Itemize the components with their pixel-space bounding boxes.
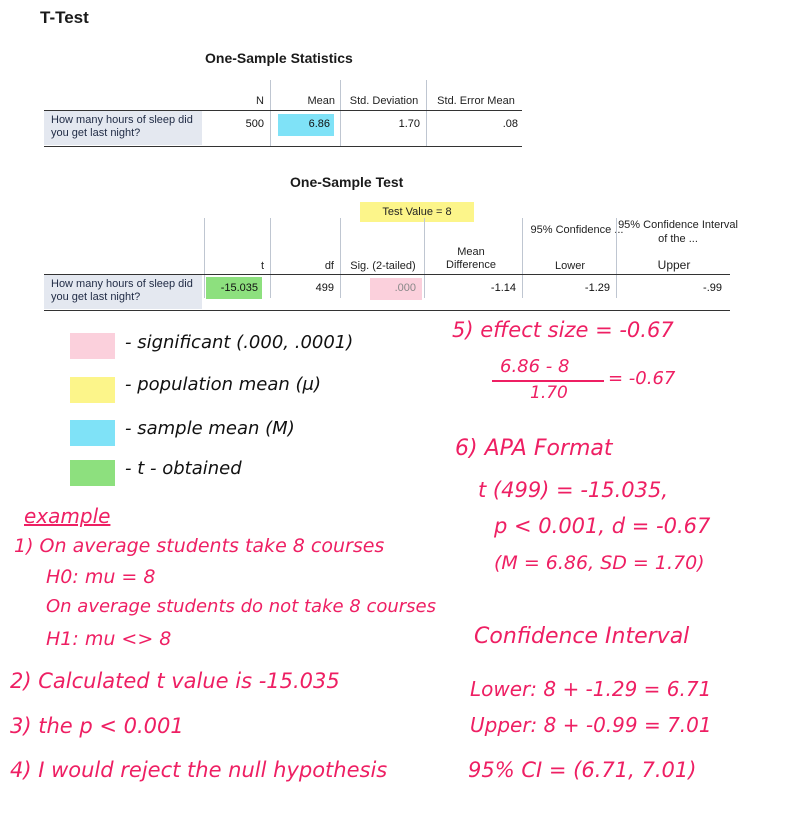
legend-significant: - significant (.000, .0001) [125, 332, 354, 353]
legend-population-mean: - population mean (μ) [125, 374, 321, 395]
ci-header: 95% Confidence Interval of the ... [618, 219, 738, 245]
note-step4: 4) I would reject the null hypothesis [10, 758, 388, 782]
legend-sample-mean: - sample mean (M) [125, 418, 295, 439]
note-h0: H0: mu = 8 [46, 566, 156, 588]
test-value-label: Test Value = 8 [360, 202, 474, 222]
note-alt-statement: On average students do not take 8 courses [46, 596, 437, 617]
test-header-lower: Lower [555, 260, 585, 272]
test-mean-diff-value: -1.14 [490, 282, 516, 294]
fraction-bar [492, 380, 604, 382]
stats-header-sem: Std. Error Mean [437, 95, 515, 107]
legend-t-obtained: - t - obtained [125, 458, 242, 479]
test-header-df: df [324, 260, 334, 272]
test-header-sig: Sig. (2-tailed) [350, 260, 416, 272]
note-ci-upper: Upper: 8 + -0.99 = 7.01 [470, 713, 712, 737]
stats-header-sd: Std. Deviation [349, 95, 419, 107]
test-row-label: How many hours of sleep did you get last night? [44, 275, 202, 309]
note-ci-result: 95% CI = (6.71, 7.01) [468, 758, 697, 782]
note-example-heading: example [24, 504, 111, 528]
test-header-mean-diff: Mean Difference [446, 246, 496, 271]
note-fraction-result: = -0.67 [608, 368, 676, 389]
test-header-upper: Upper [657, 258, 691, 272]
stats-table [44, 80, 524, 150]
test-table [44, 196, 738, 320]
legend-swatch-pink [70, 333, 115, 359]
stats-mean-value: 6.86 [308, 118, 330, 130]
stats-n-value: 500 [245, 118, 264, 130]
ci-header-truncated: 95% Confidence ... [530, 224, 624, 236]
note-apa-title: 6) APA Format [455, 436, 613, 461]
legend-swatch-green [70, 460, 115, 486]
test-table-title: One-Sample Test [290, 174, 404, 190]
test-sig-value: .000 [394, 282, 416, 294]
legend-swatch-yellow [70, 377, 115, 403]
note-apa-line1: t (499) = -15.035, [478, 478, 669, 502]
test-lower-value: -1.29 [584, 282, 610, 294]
stats-sd-value: 1.70 [398, 118, 420, 130]
test-t-value: -15.035 [220, 282, 258, 294]
note-fraction-denominator: 1.70 [530, 383, 568, 403]
note-step2: 2) Calculated t value is -15.035 [10, 669, 340, 693]
note-ci-lower: Lower: 8 + -1.29 = 6.71 [470, 677, 712, 701]
legend-swatch-blue [70, 420, 115, 446]
note-step3: 3) the p < 0.001 [10, 714, 184, 738]
stats-header-mean: Mean [307, 95, 335, 107]
stats-table-title: One-Sample Statistics [205, 50, 353, 66]
note-ci-title: Confidence Interval [474, 624, 690, 649]
note-apa-line2: p < 0.001, d = -0.67 [494, 514, 711, 538]
test-upper-value: -.99 [703, 282, 722, 294]
note-step1: 1) On average students take 8 courses [14, 535, 385, 557]
note-fraction-numerator: 6.86 - 8 [500, 356, 570, 377]
note-apa-line3: (M = 6.86, SD = 1.70) [494, 552, 705, 574]
stats-row-label: How many hours of sleep did you get last night? [44, 111, 202, 145]
test-header-t: t [260, 260, 264, 272]
test-df-value: 499 [315, 282, 334, 294]
stats-sem-value: .08 [502, 118, 518, 130]
stats-header-n: N [256, 95, 264, 107]
page-title: T-Test [40, 8, 89, 27]
note-effect-size: 5) effect size = -0.67 [452, 318, 674, 342]
note-h1: H1: mu <> 8 [46, 628, 172, 650]
